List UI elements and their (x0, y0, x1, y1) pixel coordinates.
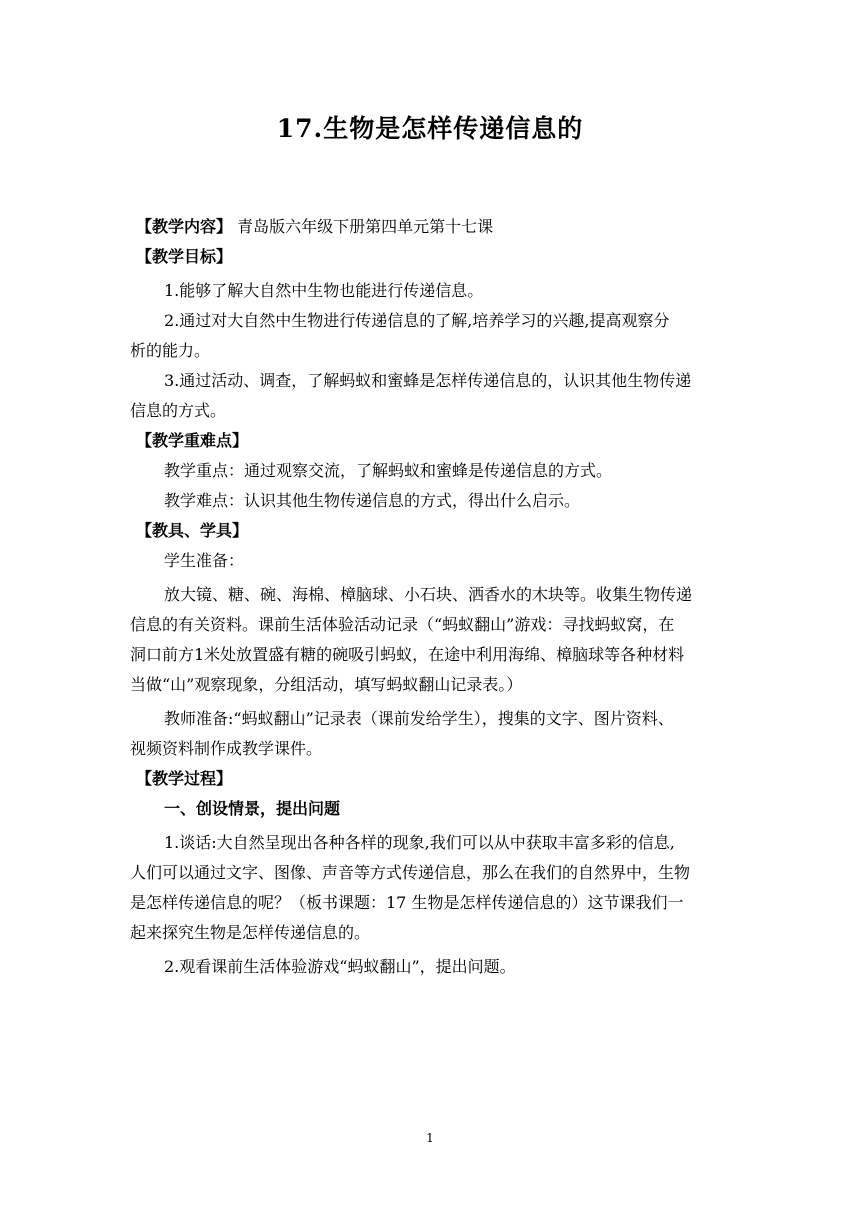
teaching-goals-heading: 【教学目标】 (136, 247, 233, 266)
key-points-heading: 【教学重难点】 (136, 431, 249, 450)
teaching-content-heading: 【教学内容】 (136, 217, 233, 236)
teaching-content-line (130, 212, 736, 242)
step-1-line-2: 人们可以通过文字、图像、声音等方式传递信息，那么在我们的自然界中，生物 (130, 863, 691, 882)
student-prep-label: 学生准备： (164, 551, 245, 570)
goal-1: 1.能够了解大自然中生物也能进行传递信息。 (164, 281, 484, 300)
step-2: 2.观看课前生活体验游戏“蚂蚁翻山”，提出问题。 (164, 957, 516, 976)
step-1-line-1: 1.谈话:大自然呈现出各种各样的现象,我们可以从中获取丰富多彩的信息, (164, 833, 675, 852)
document-body (130, 212, 736, 982)
student-prep-line-4: 当做“山”观察现象，分组活动，填写蚂蚁翻山记录表。） (130, 675, 523, 694)
document-title: 17.生物是怎样传递信息的 (276, 114, 584, 143)
goal-3-line-1: 3.通过活动、调查，了解蚂蚁和蜜蜂是怎样传递信息的，认识其他生物传递 (164, 371, 692, 390)
section-1-heading: 一、创设情景，提出问题 (164, 799, 341, 818)
teacher-prep-line-1: 教师准备:“蚂蚁翻山”记录表（课前发给学生），搜集的文字、图片资料、 (164, 709, 674, 728)
step-1-line-4: 起来探究生物是怎样传递信息的。 (130, 923, 371, 942)
step-1-line-3: 是怎样传递信息的呢？（板书课题：17 生物是怎样传递信息的）这节课我们一 (130, 893, 684, 912)
teacher-prep-line-2: 视频资料制作成教学课件。 (130, 739, 323, 758)
teaching-content-text: 青岛版六年级下册第四单元第十七课 (237, 217, 494, 236)
tools-heading: 【教具、学具】 (136, 521, 249, 540)
goal-2-line-1: 2.通过对大自然中生物进行传递信息的了解,培养学习的兴趣,提高观察分 (164, 311, 670, 330)
process-heading: 【教学过程】 (136, 769, 233, 788)
difficult-point: 教学难点：认识其他生物传递信息的方式，得出什么启示。 (164, 491, 581, 510)
goal-2-line-2: 析的能力。 (130, 341, 211, 360)
key-point: 教学重点：通过观察交流，了解蚂蚁和蜜蜂是传递信息的方式。 (164, 461, 613, 480)
goal-3-line-2: 信息的方式。 (130, 401, 227, 420)
student-prep-line-2: 信息的有关资料。课前生活体验活动记录（“蚂蚁翻山”游戏：寻找蚂蚁窝，在 (130, 615, 675, 634)
student-prep-line-1: 放大镜、糖、碗、海棉、樟脑球、小石块、洒香水的木块等。收集生物传递 (164, 585, 693, 604)
student-prep-line-3: 洞口前方1米处放置盛有糖的碗吸引蚂蚁，在途中利用海绵、樟脑球等各种材料 (130, 645, 685, 664)
page-number: 1 (426, 1131, 434, 1145)
